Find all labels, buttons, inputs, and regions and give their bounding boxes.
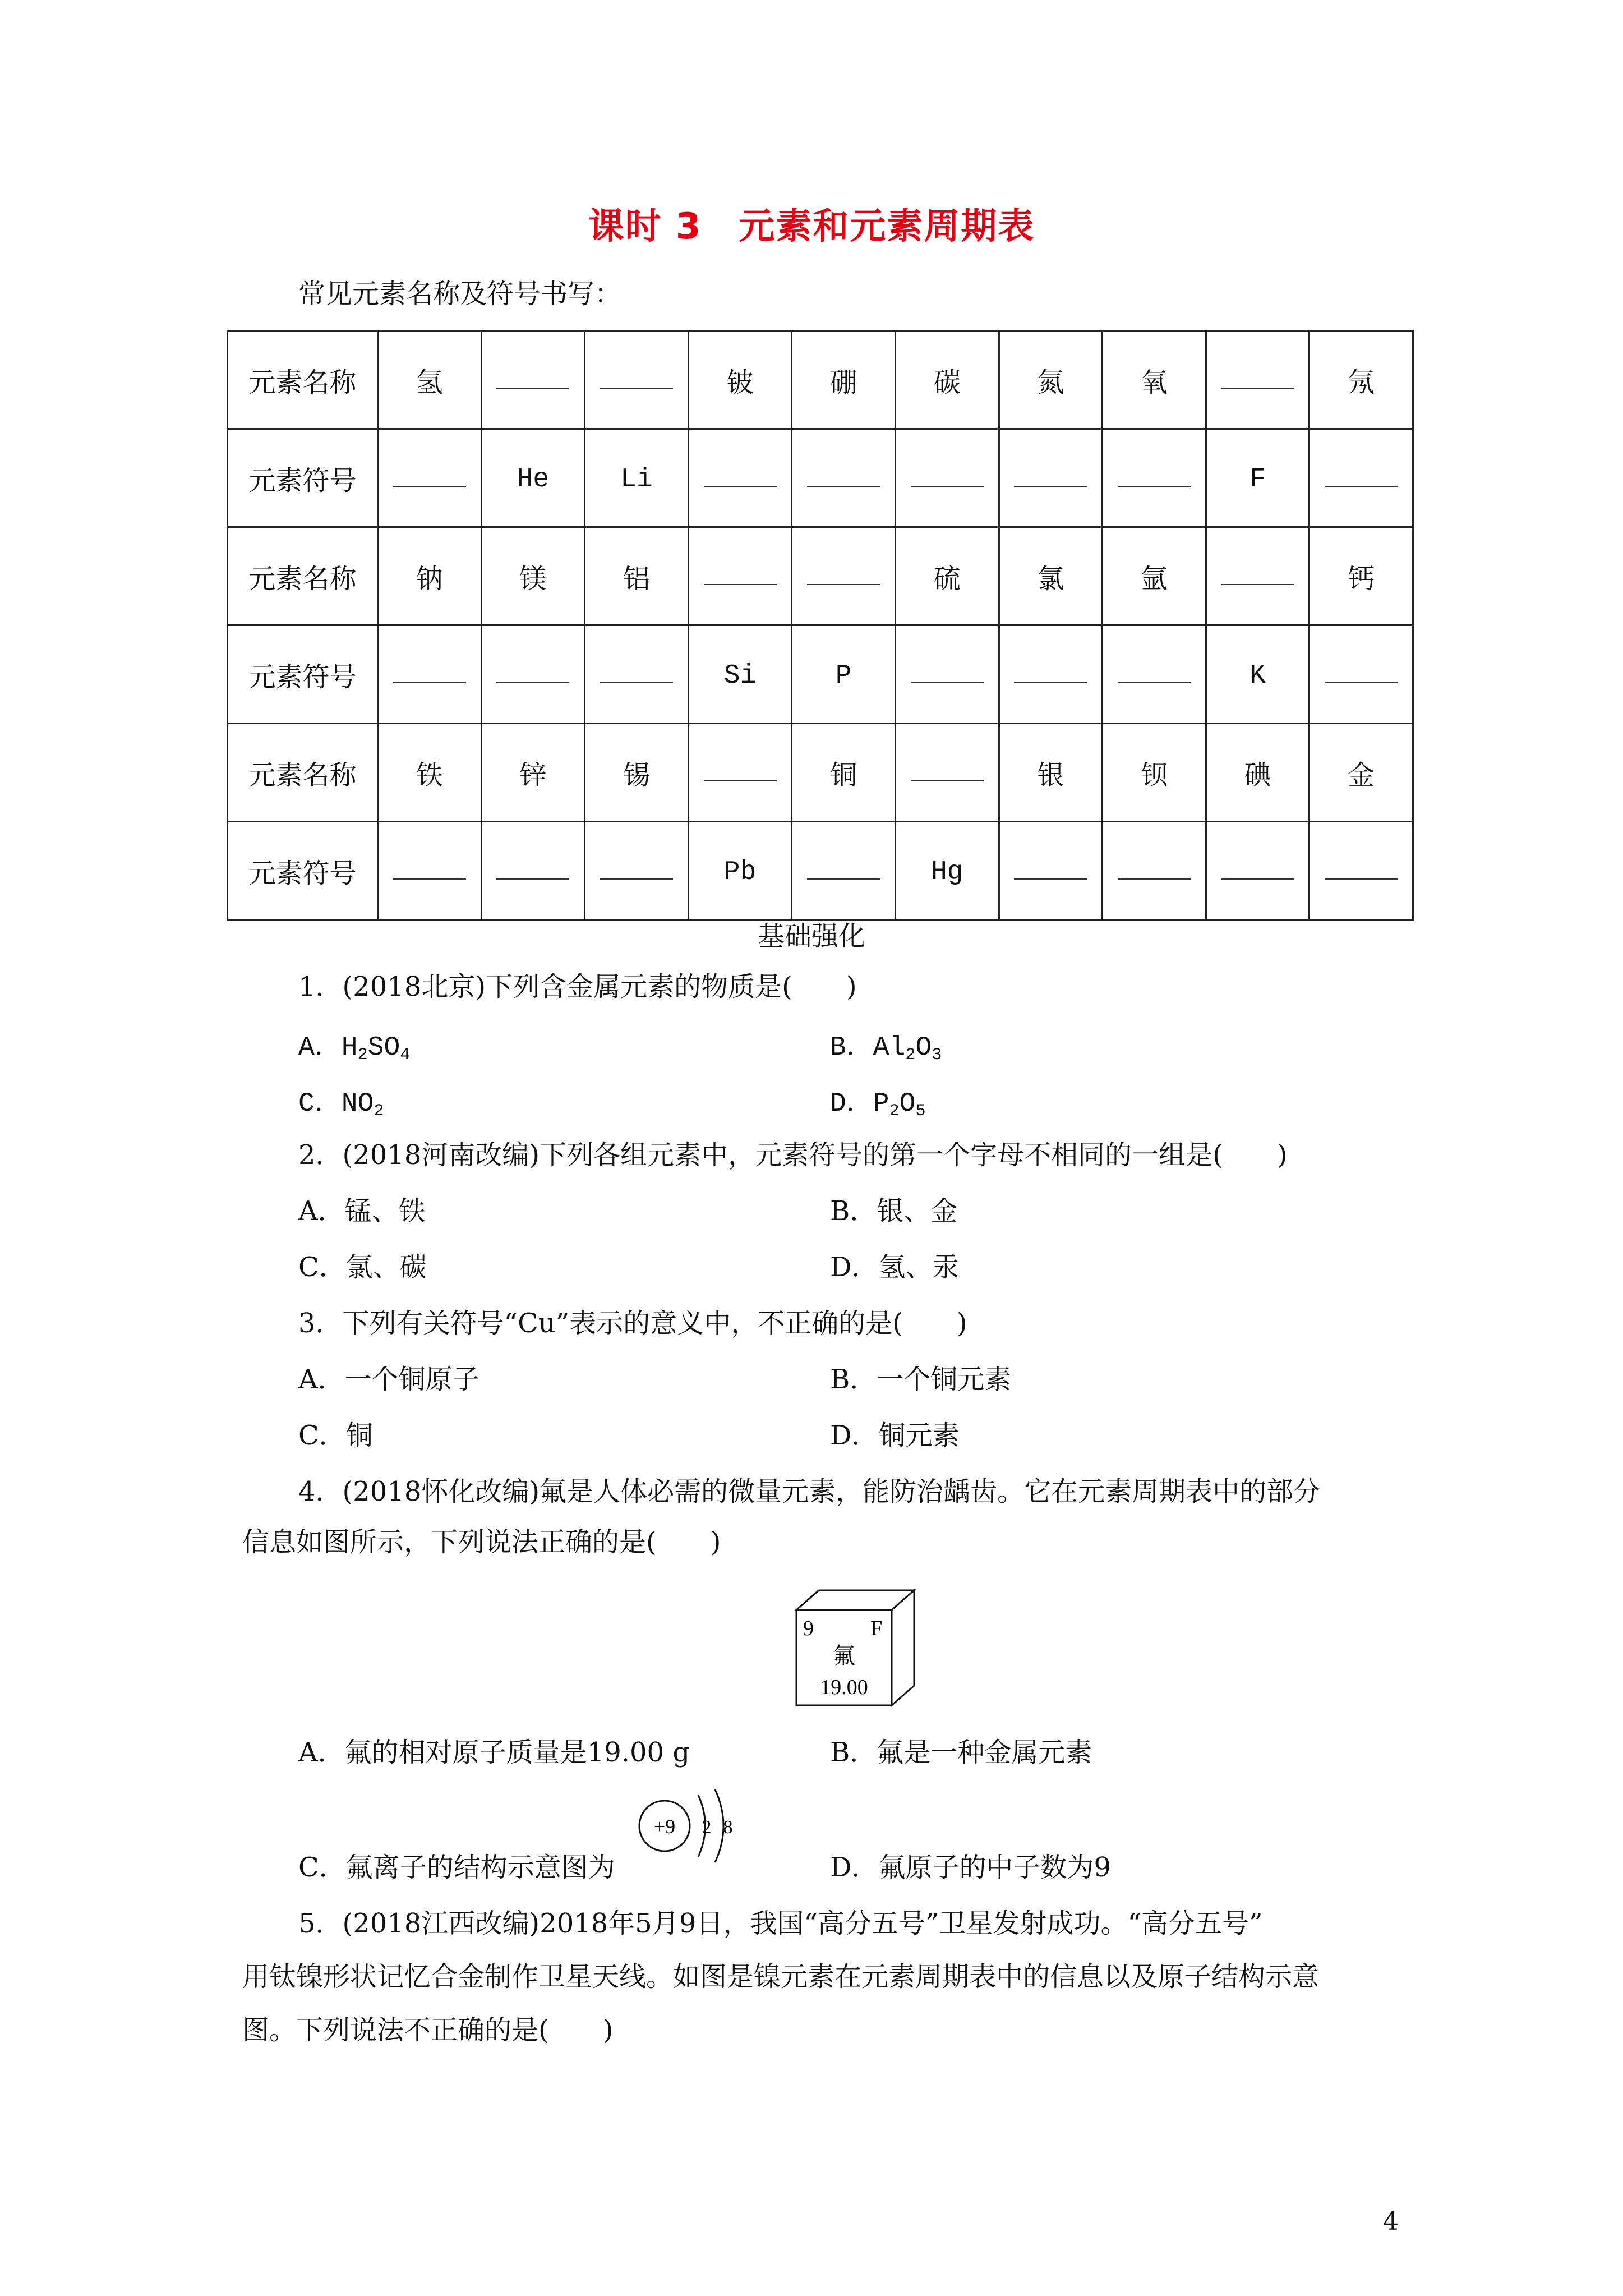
answer-blank[interactable]	[600, 862, 673, 880]
table-cell: 氢	[378, 331, 482, 429]
q3-option-d: D．铜元素	[830, 1420, 960, 1451]
answer-blank[interactable]	[1014, 862, 1087, 880]
table-cell	[895, 724, 999, 822]
ion-shell-2: 8	[723, 1817, 733, 1838]
answer-blank[interactable]	[1325, 469, 1398, 487]
table-cell	[999, 625, 1103, 724]
q5-stem-line3: 图。下列说法不正确的是( )	[242, 2014, 614, 2046]
answer-blank[interactable]	[1118, 665, 1191, 683]
row-header: 元素符号	[228, 429, 378, 527]
table-cell	[688, 724, 792, 822]
q3-option-b: B．一个铜元素	[830, 1364, 1012, 1395]
q4-option-b: B．氟是一种金属元素	[830, 1737, 1092, 1768]
answer-blank[interactable]	[704, 763, 777, 781]
table-cell	[585, 331, 689, 429]
table-cell: 银	[999, 724, 1103, 822]
table-cell: 碘	[1206, 724, 1310, 822]
page-title: 课时 3 元素和元素周期表	[588, 206, 1035, 247]
table-cell: 氩	[1103, 527, 1206, 625]
table-cell	[1103, 822, 1206, 920]
answer-blank[interactable]	[807, 469, 880, 487]
q4-stem-line1: 4．(2018怀化改编)氟是人体必需的微量元素，能防治龋齿。它在元素周期表中的部分	[298, 1476, 1321, 1507]
element-table	[227, 330, 1414, 921]
table-cell: 铁	[378, 724, 482, 822]
table-cell	[378, 625, 482, 724]
table-cell	[688, 527, 792, 625]
q5-stem-line2: 用钛镍形状记忆合金制作卫星天线。如图是镍元素在元素周期表中的信息以及原子结构示意	[242, 1961, 1320, 1993]
answer-blank[interactable]	[1221, 862, 1294, 880]
table-cell: 镁	[481, 527, 585, 625]
row-header: 元素符号	[228, 625, 378, 724]
answer-blank[interactable]	[393, 665, 466, 683]
fluoride-ion-diagram	[628, 1784, 763, 1874]
table-cell	[481, 822, 585, 920]
table-cell: 碳	[895, 331, 999, 429]
table-cell	[1310, 822, 1413, 920]
q3-stem: 3．下列有关符号“Cu”表示的意义中，不正确的是( )	[298, 1308, 967, 1339]
table-row	[228, 724, 1413, 822]
table-cell	[999, 822, 1103, 920]
answer-blank[interactable]	[1325, 862, 1398, 880]
table-cell	[1206, 822, 1310, 920]
table-cell	[895, 429, 999, 527]
section-heading: 基础强化	[757, 921, 865, 952]
answer-blank[interactable]	[1221, 371, 1294, 389]
q2-option-a: A．锰、铁	[298, 1195, 426, 1227]
table-cell: 钡	[1103, 724, 1206, 822]
answer-blank[interactable]	[807, 567, 880, 585]
table-cell: He	[481, 429, 585, 527]
answer-blank[interactable]	[1118, 862, 1191, 880]
answer-blank[interactable]	[704, 469, 777, 487]
answer-blank[interactable]	[1014, 469, 1087, 487]
q3-option-a: A．一个铜原子	[298, 1364, 479, 1395]
answer-blank[interactable]	[496, 665, 569, 683]
answer-blank[interactable]	[1118, 469, 1191, 487]
card-symbol: F	[870, 1617, 883, 1640]
table-cell: Si	[688, 625, 792, 724]
answer-blank[interactable]	[600, 371, 673, 389]
table-cell	[1310, 625, 1413, 724]
table-cell	[1103, 429, 1206, 527]
table-cell	[378, 822, 482, 920]
card-mass: 19.00	[820, 1676, 868, 1699]
ion-shell-1: 2	[702, 1817, 712, 1838]
table-row	[228, 429, 1413, 527]
table-cell: 氧	[1103, 331, 1206, 429]
answer-blank[interactable]	[1014, 665, 1087, 683]
table-cell: 铍	[688, 331, 792, 429]
table-cell	[688, 429, 792, 527]
row-header: 元素符号	[228, 822, 378, 920]
table-cell: 钠	[378, 527, 482, 625]
q4-option-d: D．氟原子的中子数为9	[830, 1852, 1112, 1883]
table-cell: 铝	[585, 527, 689, 625]
table-cell: 金	[1310, 724, 1413, 822]
table-cell	[792, 429, 896, 527]
table-cell: 铜	[792, 724, 896, 822]
table-cell	[481, 331, 585, 429]
table-cell: 硼	[792, 331, 896, 429]
answer-blank[interactable]	[393, 469, 466, 487]
intro-text: 常见元素名称及符号书写：	[298, 278, 622, 310]
table-cell	[1206, 331, 1310, 429]
row-header: 元素名称	[228, 724, 378, 822]
row-header: 元素名称	[228, 331, 378, 429]
table-row	[228, 625, 1413, 724]
table-cell	[1206, 527, 1310, 625]
fluorine-element-card	[774, 1588, 942, 1711]
answer-blank[interactable]	[1325, 665, 1398, 683]
card-name: 氟	[833, 1643, 855, 1669]
answer-blank[interactable]	[496, 371, 569, 389]
q2-option-d: D．氢、汞	[830, 1251, 960, 1283]
table-cell	[792, 822, 896, 920]
q1-stem: 1．(2018北京)下列含金属元素的物质是( )	[298, 971, 857, 1002]
table-row	[228, 527, 1413, 625]
q3-option-c: C．铜	[298, 1420, 373, 1451]
page-number: 4	[1383, 2207, 1399, 2236]
answer-blank[interactable]	[911, 665, 984, 683]
table-cell: P	[792, 625, 896, 724]
table-cell	[999, 429, 1103, 527]
table-cell: 氮	[999, 331, 1103, 429]
answer-blank[interactable]	[807, 862, 880, 880]
table-cell: Hg	[895, 822, 999, 920]
answer-blank[interactable]	[393, 862, 466, 880]
answer-blank[interactable]	[1221, 567, 1294, 585]
q2-stem: 2．(2018河南改编)下列各组元素中，元素符号的第一个字母不相同的一组是( )	[298, 1139, 1288, 1171]
q1-option-b: B．$Al_2O_3$	[830, 1033, 942, 1065]
answer-blank[interactable]	[911, 763, 984, 781]
answer-blank[interactable]	[704, 567, 777, 585]
table-cell: 钙	[1310, 527, 1413, 625]
q5-stem-line1: 5．(2018江西改编)2018年5月9日，我国“高分五号”卫星发射成功。“高分五号”	[298, 1908, 1263, 1939]
q4-option-a: A．氟的相对原子质量是19.00 g	[298, 1737, 690, 1768]
table-cell: F	[1206, 429, 1310, 527]
table-cell	[378, 429, 482, 527]
table-cell: 锌	[481, 724, 585, 822]
table-cell	[895, 625, 999, 724]
q2-option-c: C．氯、碳	[298, 1251, 427, 1283]
card-number: 9	[803, 1617, 814, 1640]
table-cell	[1310, 429, 1413, 527]
table-cell: 锡	[585, 724, 689, 822]
table-cell	[1103, 625, 1206, 724]
answer-blank[interactable]	[600, 665, 673, 683]
q1-option-c: C．$NO_2$	[298, 1089, 384, 1121]
table-row	[228, 822, 1413, 920]
q4-stem-line2: 信息如图所示，下列说法正确的是( )	[242, 1526, 721, 1558]
table-cell: 氖	[1310, 331, 1413, 429]
table-cell	[792, 527, 896, 625]
table-cell: 氯	[999, 527, 1103, 625]
table-cell: Pb	[688, 822, 792, 920]
table-row	[228, 331, 1413, 429]
q1-option-d: D．$P_2O_5$	[830, 1089, 926, 1121]
q4-option-c: C．氟离子的结构示意图为	[298, 1852, 615, 1883]
answer-blank[interactable]	[496, 862, 569, 880]
table-cell	[585, 625, 689, 724]
table-cell: 硫	[895, 527, 999, 625]
table-cell	[481, 625, 585, 724]
q2-option-b: B．银、金	[830, 1195, 958, 1227]
table-cell: Li	[585, 429, 689, 527]
table-cell	[585, 822, 689, 920]
q1-option-a: A．$H_2SO_4$	[298, 1033, 411, 1065]
table-cell: K	[1206, 625, 1310, 724]
row-header: 元素名称	[228, 527, 378, 625]
ion-nucleus: +9	[653, 1815, 676, 1838]
answer-blank[interactable]	[911, 469, 984, 487]
